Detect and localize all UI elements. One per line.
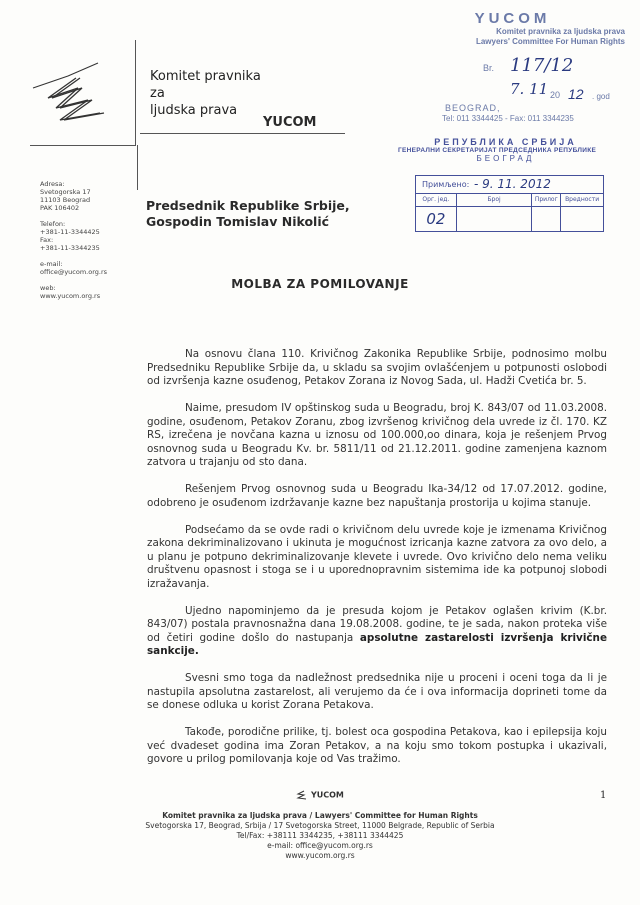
received-date: - 9. 11. 2012 (474, 177, 551, 191)
presidency-received-table (415, 175, 604, 232)
stamp-br-label: Br. (483, 63, 495, 73)
fax-value: +381-11-3344235 (40, 244, 100, 252)
yucom-logo-icon (28, 58, 118, 133)
col-number: Број (457, 194, 533, 207)
letter-body (147, 348, 607, 780)
footer-email: e-mail: office@yucom.org.rs (267, 840, 373, 850)
page-number: 1 (600, 790, 607, 801)
fax-label: Fax: (40, 236, 54, 244)
stamp-table-cells (416, 207, 603, 231)
col-values: Вредности (561, 194, 603, 207)
address-label: Adresa: (40, 180, 65, 188)
addressee-line2: Gospodin Tomislav Nikolić (146, 214, 330, 229)
footer-org-name: Komitet pravnika za ljudska prava / Lawyers' Committee for Human Rights (162, 810, 478, 820)
address-line: Svetogorska 17 (40, 188, 91, 196)
body-paragraph: Svesni smo toga da nadležnost predsednika nije u proceni i oceni toga da li je nastupila apsolutna zastarelost, ali verujemo da će i ova informacija doprineti tome da se donese odluka u korist Zorana Petakova. (147, 672, 607, 711)
phone-value: +381-11-3344425 (40, 228, 100, 236)
web-value: www.yucom.org.rs (40, 292, 101, 300)
stamp-tel: Tel: 011 3344425 - Fax: 011 3344235 (442, 114, 574, 123)
addressee-line1: Predsednik Republike Srbije, (146, 198, 350, 213)
footer (100, 790, 540, 861)
stamp-org-line2: Lawyers' Committee For Human Rights (475, 37, 625, 46)
body-paragraph: Na osnovu člana 110. Krivičnog Zakonika Republike Srbije, podnosimo molbu Predsedniku Republike Srbije da, u skladu sa svojim ovlašćenjem u potpunosti oslobodi od izvršenja kazne osuđenog, Petakov Zorana iz Novog Sada, ul. Hadži Cvetića br. 5. (147, 348, 607, 387)
footer-telfax: Tel/Fax: +38111 3344235, +38111 3344425 (236, 830, 404, 840)
footer-web: www.yucom.org.rs (285, 850, 355, 860)
org-code: YUCOM (263, 115, 317, 130)
body-paragraph: Naime, presudom IV opštinskog suda u Beogradu, broj K. 843/07 od 11.03.2008. godine, osuđenom, Petakov Zoranu, zbog izvršenog krivičnog dela uvrede iz čl. 170. KZ RS, izrečena je novčana kazna u iznosu od 100.000,oo dinara, koja je rešenjem Prvog osnovnog suda u Beogradu Kv. br. 5811/11 od 21.12.2011. godine zamenjena kaznom zatvora u trajanju od sto dana. (147, 402, 607, 468)
number-cell (457, 207, 533, 231)
paragraph-emphasis: apsolutne zastarelosti izvršenja krivične sankcije. (147, 631, 607, 657)
stamp-date: 7. 11 (510, 80, 549, 98)
col-attachment: Прилог (532, 194, 561, 207)
paragraph-text: Ujedno napominjemo da je presuda kojom je Petakov oglašen krivim (K.br. 843/07) postala pravnosnažna dana 19.08.2008. godine, te je sada, nakon proteka više od četiri godine došlo do nastupanja (147, 604, 607, 644)
values-cell (561, 207, 603, 231)
stamp-secretariat: ГЕНЕРАЛНИ СЕКРЕТАРИЈАТ ПРЕДСЕДНИКА РЕПУБЛИКЕ (398, 147, 597, 154)
address-line: PAK 106402 (40, 204, 80, 212)
stamp-city: BEOGRAD, (445, 103, 501, 113)
yucom-small-logo-icon (296, 790, 308, 800)
org-unit-value: 02 (416, 207, 457, 231)
received-row (416, 176, 603, 194)
email-label: e-mail: (40, 260, 63, 268)
stamp-city: БЕОГРАД (476, 154, 535, 163)
letterhead-divider (140, 133, 345, 134)
org-name-line1: Komitet pravnika (150, 69, 261, 84)
addressee (146, 198, 350, 230)
presidency-stamp (398, 137, 613, 163)
stamp-year: 12 (568, 86, 584, 102)
stamp-year-prefix: 20 (550, 90, 561, 100)
address-line: 11103 Beograd (40, 196, 91, 204)
footer-address: Svetogorska 17, Beograd, Srbija / 17 Svetogorska Street, 11000 Belgrade, Republic of Serbia (145, 820, 495, 830)
stamp-table-header (416, 194, 603, 207)
footer-logo (100, 790, 540, 801)
attachment-cell (532, 207, 561, 231)
received-stamp (400, 10, 625, 130)
stamp-republic: РЕПУБЛИКА СРБИЈА (434, 137, 577, 147)
received-label: Примљено: (422, 180, 470, 189)
letter-title: MOLBA ZA POMILOVANJE (231, 277, 409, 291)
stamp-god: . god (592, 92, 610, 101)
body-paragraph: Podsećamo da se ovde radi o krivičnom delu uvrede koje je izmenama Krivičnog zakona dekriminalizovano i ukinuta je mogućnost izricanja kazne zatvora za ovo delo, a u planu je potpuno dekriminalizovanje klevete i uvrede. Ovo krivično delo nema veliku društvenu opasnost i stoga se i u uporednopravnim sistemima ide ka potpunoj slobodi izražavanja. (147, 523, 607, 590)
phone-label: Telefon: (40, 220, 66, 228)
body-paragraph: Takođe, porodične prilike, tj. bolest oca gospodina Petakova, kao i epilepsija koju već dvadeset godina ima Zoran Petakov, a na koju smo tokom postupka i ukazivali, govore u prilog pomilovanja koje od Vas tražimo. (147, 726, 607, 765)
org-name-line3: ljudska prava (150, 103, 238, 118)
stamp-number: 117/12 (510, 55, 574, 76)
col-org-unit: Орг. јед. (416, 194, 457, 207)
body-paragraph: Rešenjem Prvog osnovnog suda u Beogradu Ika-34/12 od 17.07.2012. godine, odobreno je osuđenom izdržavanje kazne bez napuštanja prostorija u kojima stanuje. (147, 483, 607, 509)
web-label: web: (40, 284, 56, 292)
stamp-org-code: YUCOM (474, 10, 551, 27)
body-paragraph (147, 605, 607, 659)
org-name-line2: za (150, 86, 165, 101)
org-name (150, 68, 340, 119)
stamp-org-line1: Komitet pravnika za ljudska prava (496, 27, 625, 36)
footer-logo-text: YUCOM (310, 790, 344, 800)
email-value: office@yucom.org.rs (40, 268, 108, 276)
